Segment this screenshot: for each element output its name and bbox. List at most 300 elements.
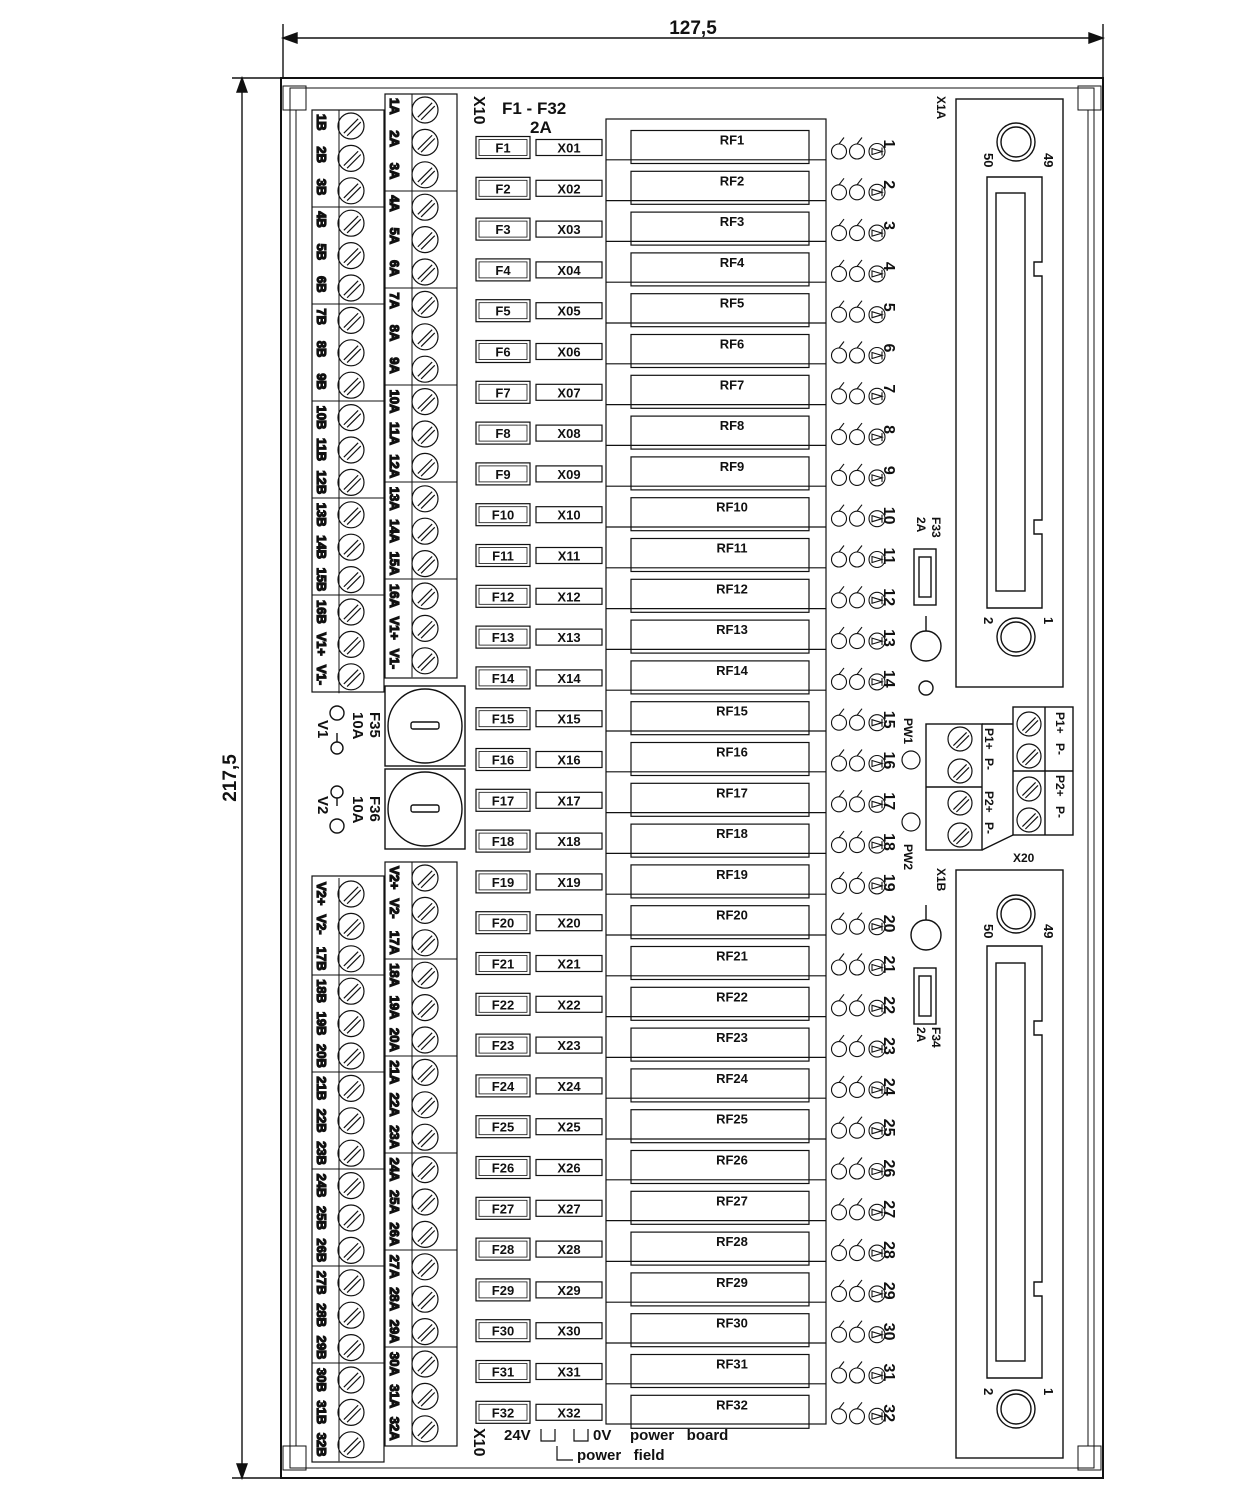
terminal-screw-4b-1[interactable] (338, 210, 364, 236)
channel-row (476, 1180, 897, 1225)
relay-rf13[interactable] (606, 609, 826, 654)
relay-rf21[interactable] (606, 935, 826, 980)
fuse-label: F11 (492, 548, 514, 564)
power-inner-screw-1[interactable] (948, 727, 972, 751)
connector-x10-top-label: X10 (470, 96, 487, 125)
terminal-screw-20b-3[interactable] (338, 1043, 364, 1069)
fuse-f30[interactable] (476, 1320, 530, 1342)
fuse-label: F23 (491, 1038, 515, 1054)
channel-indicators (832, 382, 886, 404)
fuse-f18[interactable] (476, 830, 530, 852)
terminal-label-2-0: V2+ (387, 866, 402, 890)
fuse-label: F4 (495, 262, 511, 278)
relay-label: RF5 (719, 295, 745, 311)
terminal-screw-2b-1[interactable] (338, 145, 364, 171)
output-marker-x19 (536, 874, 602, 890)
fuse-label: F2 (495, 181, 511, 197)
terminal-label-0-7: 8A (387, 324, 402, 342)
terminal-screw-9b-1[interactable] (338, 372, 364, 398)
relay-label: RF6 (719, 336, 745, 352)
channel-number: 23 (880, 1037, 897, 1055)
fuse-f32[interactable] (476, 1401, 530, 1423)
terminal-label-2-12: 27A (387, 1254, 402, 1279)
output-label: X29 (557, 1282, 581, 1298)
terminal-screw-8a-0[interactable] (412, 324, 438, 350)
channel-number: 8 (880, 425, 897, 435)
connector-x1a-pin-2: 2 (981, 617, 996, 625)
terminal-screw-24b-3[interactable] (338, 1173, 364, 1199)
channel-indicators (832, 1117, 886, 1139)
power-outer-screw-1[interactable] (1017, 712, 1041, 736)
fuse-f5[interactable] (476, 300, 530, 322)
output-label: X06 (557, 344, 581, 360)
relay-rf6[interactable] (606, 323, 826, 368)
terminal-screw-13b-1[interactable] (338, 502, 364, 528)
terminal-screw-4a-0[interactable] (412, 194, 438, 220)
led-v1-label: V1 (314, 720, 331, 739)
channel-number: 21 (880, 955, 897, 974)
channel-indicators (832, 423, 886, 445)
terminal-screw-19b-3[interactable] (338, 1011, 364, 1037)
terminal-screw-v1minus-1[interactable] (338, 664, 364, 690)
terminal-screw-25b-3[interactable] (338, 1205, 364, 1231)
terminal-label-0-17: V1- (387, 648, 402, 670)
terminal-screw-6b-1[interactable] (338, 275, 364, 301)
relay-rf11[interactable] (606, 527, 826, 572)
relay-rf28[interactable] (606, 1221, 826, 1266)
channel-number: 2 (880, 180, 897, 190)
terminal-screw-v1plus-0[interactable] (412, 615, 438, 641)
channel-row (476, 364, 897, 409)
relay-label: RF18 (716, 826, 748, 842)
channel-number: 10 (880, 506, 897, 525)
fuse-f14[interactable] (476, 667, 530, 689)
channel-row (476, 486, 897, 531)
fuse-f25[interactable] (476, 1116, 530, 1138)
fuse-label: F26 (491, 1160, 515, 1176)
fuse-f26[interactable] (476, 1157, 530, 1179)
relay-label: RF31 (716, 1356, 748, 1372)
terminal-label-1-12: 13B (314, 502, 329, 527)
channel-number: 31 (880, 1363, 897, 1382)
terminal-screw-2a-0[interactable] (412, 129, 438, 155)
power-outer-screw-4[interactable] (1017, 808, 1041, 832)
terminal-screw-22b-3[interactable] (338, 1108, 364, 1134)
relay-rf16[interactable] (606, 731, 826, 776)
terminal-screw-32a-2[interactable] (412, 1416, 438, 1442)
fuse-f24[interactable] (476, 1075, 530, 1097)
terminal-label-3-7: 22B (314, 1108, 329, 1133)
output-marker-x14 (536, 670, 602, 686)
power-outer-label-1: P1+ (1053, 712, 1067, 734)
fuse-f10[interactable] (476, 504, 530, 526)
terminal-label-0-6: 7A (387, 292, 402, 310)
relay-rf22[interactable] (606, 976, 826, 1021)
relay-rf23[interactable] (606, 1017, 826, 1062)
terminal-screw-14b-1[interactable] (338, 534, 364, 560)
terminal-screw-22a-2[interactable] (412, 1092, 438, 1118)
relay-rf20[interactable] (606, 894, 826, 939)
relay-rf32[interactable] (606, 1384, 826, 1429)
terminal-screw-v1minus-0[interactable] (412, 648, 438, 674)
power-outer-label-2: P- (1053, 743, 1067, 755)
channel-indicators (832, 1362, 886, 1384)
terminal-screw-16a-0[interactable] (412, 583, 438, 609)
relay-rf26[interactable] (606, 1139, 826, 1184)
terminal-screw-21b-3[interactable] (338, 1075, 364, 1101)
connector-x1b-pin-2: 2 (981, 1388, 996, 1396)
fuse-f4[interactable] (476, 259, 530, 281)
channel-number: 13 (880, 629, 897, 647)
fuse-f1[interactable] (476, 137, 530, 159)
fuse-f20[interactable] (476, 912, 530, 934)
terminal-screw-30a-2[interactable] (412, 1351, 438, 1377)
terminal-screw-27a-2[interactable] (412, 1254, 438, 1280)
output-marker-x10 (536, 507, 602, 523)
channel-row (476, 1098, 897, 1143)
terminal-screw-18b-3[interactable] (338, 978, 364, 1004)
relay-rf7[interactable] (606, 364, 826, 409)
terminal-screw-23a-2[interactable] (412, 1124, 438, 1150)
legend-power-field: power field (577, 1447, 665, 1464)
terminal-screw-8b-1[interactable] (338, 340, 364, 366)
terminal-screw-6a-0[interactable] (412, 259, 438, 285)
terminal-label-2-15: 30A (387, 1352, 402, 1376)
output-marker-x05 (536, 303, 602, 319)
relay-label: RF28 (716, 1234, 748, 1250)
relay-rf14[interactable] (606, 649, 826, 694)
power-outer-screw-2[interactable] (1017, 744, 1041, 768)
connector-x1b-pin-1: 1 (1041, 1388, 1056, 1396)
power-block-x20-label: X20 (1013, 851, 1035, 865)
power-terminal-block[interactable] (926, 707, 1073, 850)
terminal-label-2-6: 21A (387, 1060, 402, 1085)
fuse-f9[interactable] (476, 463, 530, 485)
fuse-f19[interactable] (476, 871, 530, 893)
channel-indicators (832, 260, 886, 282)
terminal-label-0-15: 16A (387, 584, 402, 608)
relay-label: RF21 (716, 948, 748, 964)
terminal-screw-14a-0[interactable] (412, 518, 438, 544)
fuse-label: F27 (491, 1201, 515, 1217)
pw-leds (902, 751, 920, 831)
relay-rf3[interactable] (606, 201, 826, 246)
fuse-f6[interactable] (476, 341, 530, 363)
terminal-screw-18a-2[interactable] (412, 962, 438, 988)
power-inner-label-3: P2+ (982, 791, 996, 813)
terminal-label-3-8: 23B (314, 1141, 329, 1166)
terminal-label-3-10: 25B (314, 1206, 329, 1230)
channel-number: 29 (880, 1281, 897, 1300)
fuse-label: F1 (495, 140, 511, 156)
channel-row (476, 241, 897, 286)
terminal-screw-v2plus-2[interactable] (412, 865, 438, 891)
channel-row (476, 323, 897, 368)
terminal-screw-24a-2[interactable] (412, 1157, 438, 1183)
connector-x1b-label: X1B (934, 868, 948, 892)
terminal-label-2-14: 29A (387, 1319, 402, 1344)
channel-row (476, 160, 897, 205)
fuse-f31[interactable] (476, 1361, 530, 1383)
terminal-screw-16b-1[interactable] (338, 599, 364, 625)
terminal-screw-11a-0[interactable] (412, 421, 438, 447)
terminal-screw-25a-2[interactable] (412, 1189, 438, 1215)
channel-number: 1 (880, 139, 897, 149)
terminal-screw-5b-1[interactable] (338, 243, 364, 269)
terminal-screw-29a-2[interactable] (412, 1319, 438, 1345)
fuse-label: F25 (491, 1119, 515, 1135)
fuse-f2[interactable] (476, 177, 530, 199)
terminal-screw-7a-0[interactable] (412, 291, 438, 317)
terminal-screw-23b-3[interactable] (338, 1140, 364, 1166)
terminal-screw-19a-2[interactable] (412, 995, 438, 1021)
relay-rf8[interactable] (606, 405, 826, 450)
terminal-screw-7b-1[interactable] (338, 307, 364, 333)
output-marker-x02 (536, 180, 602, 196)
terminal-label-1-3: 4B (314, 211, 329, 228)
fuse-label: F29 (491, 1282, 515, 1298)
output-label: X23 (557, 1038, 581, 1054)
channel-number: 9 (880, 465, 897, 475)
relay-rf2[interactable] (606, 160, 826, 205)
terminal-label-1-9: 10B (314, 405, 329, 430)
terminal-label-2-4: 19A (387, 995, 402, 1020)
output-marker-x22 (536, 996, 602, 1012)
channel-number: 4 (880, 261, 897, 271)
terminal-label-3-9: 24B (314, 1173, 329, 1198)
terminal-screw-32b-3[interactable] (338, 1432, 364, 1458)
relay-rf27[interactable] (606, 1180, 826, 1225)
output-marker-x21 (536, 956, 602, 972)
terminal-screw-10a-0[interactable] (412, 389, 438, 415)
relay-rf9[interactable] (606, 445, 826, 490)
fuse-label: F14 (491, 670, 515, 686)
terminal-label-2-16: 31A (387, 1384, 402, 1409)
terminal-label-0-2: 3A (387, 162, 402, 180)
output-marker-x17 (536, 792, 602, 808)
relay-label: RF3 (719, 214, 745, 230)
output-marker-x07 (536, 384, 602, 400)
terminal-screw-12b-1[interactable] (338, 469, 364, 495)
terminal-screw-21a-2[interactable] (412, 1059, 438, 1085)
power-inner-screw-2[interactable] (948, 759, 972, 783)
channel-indicators (832, 994, 886, 1016)
connector-x1b[interactable] (956, 870, 1063, 1458)
terminal-screw-15b-1[interactable] (338, 567, 364, 593)
power-inner-screw-4[interactable] (948, 823, 972, 847)
channel-indicators (832, 1280, 886, 1302)
channel-row (476, 568, 897, 613)
fuse-f27[interactable] (476, 1197, 530, 1219)
fuse-label: F7 (495, 385, 511, 401)
output-marker-x23 (536, 1037, 602, 1053)
terminal-screw-28b-3[interactable] (338, 1302, 364, 1328)
terminal-screw-11b-1[interactable] (338, 437, 364, 463)
fuse-label: F3 (495, 222, 511, 238)
channel-number: 20 (880, 914, 897, 933)
connector-x1a[interactable] (956, 99, 1063, 687)
legend-24v: 24V (504, 1427, 531, 1444)
output-label: X21 (557, 956, 581, 972)
output-label: X16 (557, 752, 581, 768)
fuse-f22[interactable] (476, 993, 530, 1015)
output-marker-x12 (536, 588, 602, 604)
terminal-label-0-13: 14A (387, 519, 402, 544)
relay-rf30[interactable] (606, 1302, 826, 1347)
fuse-f28[interactable] (476, 1238, 530, 1260)
relay-rf15[interactable] (606, 690, 826, 735)
channel-indicators (832, 1035, 886, 1057)
fuse-f35-label: F35 (366, 712, 383, 738)
channel-indicators (832, 1402, 886, 1424)
fuse-f16[interactable] (476, 749, 530, 771)
power-inner-screw-3[interactable] (948, 791, 972, 815)
channel-number: 26 (880, 1159, 897, 1178)
connector-x1a-label: X1A (934, 96, 948, 120)
terminal-label-1-6: 7B (314, 308, 329, 326)
channel-row (476, 1017, 897, 1062)
fuse-f8[interactable] (476, 422, 530, 444)
terminal-screw-3b-1[interactable] (338, 178, 364, 204)
output-label: X05 (557, 303, 581, 319)
channel-indicators (832, 464, 886, 486)
terminal-screw-15a-0[interactable] (412, 551, 438, 577)
fuse-range-label: F1 - F32 (502, 99, 567, 118)
relay-label: RF9 (719, 458, 745, 474)
relay-rf1[interactable] (631, 131, 809, 164)
channel-number: 7 (880, 384, 897, 394)
fuse-f29[interactable] (476, 1279, 530, 1301)
terminal-screw-12a-0[interactable] (412, 453, 438, 479)
terminal-screw-30b-3[interactable] (338, 1367, 364, 1393)
relay-label: RF12 (716, 581, 748, 597)
channel-indicators (832, 831, 886, 853)
terminal-screw-v1plus-1[interactable] (338, 631, 364, 657)
fuse-f23[interactable] (476, 1034, 530, 1056)
fuse-f21[interactable] (476, 953, 530, 975)
terminal-label-0-5: 6A (387, 260, 402, 277)
relay-rf12[interactable] (606, 568, 826, 613)
channel-indicators (832, 913, 886, 935)
terminal-screw-31b-3[interactable] (338, 1399, 364, 1425)
terminal-label-1-2: 3B (314, 178, 329, 196)
relay-label: RF17 (716, 785, 748, 801)
relay-rf4[interactable] (606, 241, 826, 286)
channel-number: 27 (880, 1200, 897, 1219)
terminal-screw-17a-2[interactable] (412, 930, 438, 956)
fuse-label: F24 (491, 1078, 515, 1094)
fuse-f34[interactable] (911, 905, 941, 1024)
relay-label: RF32 (716, 1397, 748, 1413)
relay-rf18[interactable] (606, 813, 826, 858)
terminal-label-0-4: 5A (387, 227, 402, 245)
output-label: X24 (557, 1078, 581, 1094)
terminal-screw-9a-0[interactable] (412, 356, 438, 382)
channel-row (476, 649, 897, 694)
terminal-screw-10b-1[interactable] (338, 405, 364, 431)
channel-indicators (832, 219, 886, 241)
relay-rf17[interactable] (606, 772, 826, 817)
terminal-label-3-1: V2- (314, 914, 329, 935)
fuse-f36-label: F36 (366, 796, 383, 822)
terminal-screw-17b-3[interactable] (338, 946, 364, 972)
channel-number: 28 (880, 1241, 897, 1259)
output-marker-x29 (536, 1282, 602, 1298)
fuse-label: F12 (491, 589, 515, 605)
output-label: X20 (557, 915, 581, 931)
fuse-f17[interactable] (476, 789, 530, 811)
legend-bracket-field (557, 1446, 573, 1460)
terminal-screw-29b-3[interactable] (338, 1335, 364, 1361)
fuse-label: F8 (495, 426, 511, 442)
terminal-screw-5a-0[interactable] (412, 227, 438, 253)
terminal-screw-26a-2[interactable] (412, 1221, 438, 1247)
relay-rf25[interactable] (606, 1098, 826, 1143)
channel-row (476, 853, 897, 898)
fuse-f35-rating: 10A (349, 712, 366, 740)
connector-x1b-pin-50: 50 (981, 924, 996, 939)
terminal-screw-v2minus-2[interactable] (412, 897, 438, 923)
terminal-label-3-17: 32B (314, 1432, 329, 1457)
terminal-screw-1a-0[interactable] (412, 97, 438, 123)
terminal-screw-26b-3[interactable] (338, 1237, 364, 1263)
fuse-f12[interactable] (476, 585, 530, 607)
channel-number: 14 (880, 669, 897, 688)
relay-rf10[interactable] (606, 486, 826, 531)
terminal-screw-31a-2[interactable] (412, 1383, 438, 1409)
terminal-label-2-7: 22A (387, 1092, 402, 1117)
fuse-f7[interactable] (476, 381, 530, 403)
fuse-f15[interactable] (476, 708, 530, 730)
power-outer-screw-3[interactable] (1017, 777, 1041, 801)
output-marker-x31 (536, 1364, 602, 1380)
output-label: X10 (557, 507, 581, 523)
terminal-screw-v2plus-3[interactable] (338, 881, 364, 907)
terminal-screw-20a-2[interactable] (412, 1027, 438, 1053)
terminal-screw-1b-1[interactable] (338, 113, 364, 139)
fuse-f33[interactable] (911, 549, 941, 695)
fuse-f13[interactable] (476, 626, 530, 648)
terminal-screw-v2minus-3[interactable] (338, 913, 364, 939)
output-marker-x20 (536, 915, 602, 931)
power-inner-label-2: P- (982, 758, 996, 770)
relay-rf24[interactable] (606, 1057, 826, 1102)
channel-number: 32 (880, 1404, 897, 1423)
legend-power-board: power board (630, 1427, 729, 1444)
terminal-label-3-3: 18B (314, 979, 329, 1004)
output-label: X14 (557, 670, 581, 686)
output-label: X32 (557, 1405, 581, 1421)
terminal-screw-3a-0[interactable] (412, 162, 438, 188)
output-marker-x25 (536, 1119, 602, 1135)
relay-rf19[interactable] (606, 853, 826, 898)
relay-rf31[interactable] (606, 1343, 826, 1388)
relay-label: RF30 (716, 1315, 748, 1331)
relay-rf5[interactable] (606, 282, 826, 327)
terminal-label-1-8: 9B (314, 373, 329, 390)
terminal-screw-27b-3[interactable] (338, 1270, 364, 1296)
fuse-f11[interactable] (476, 545, 530, 567)
terminal-label-2-10: 25A (387, 1190, 402, 1214)
channel-row (476, 201, 897, 246)
fuse-f3[interactable] (476, 218, 530, 240)
output-label: X26 (557, 1160, 581, 1176)
fuse-label: F30 (491, 1323, 515, 1339)
output-marker-x30 (536, 1323, 602, 1339)
terminal-screw-13a-0[interactable] (412, 486, 438, 512)
terminal-screw-28a-2[interactable] (412, 1286, 438, 1312)
relay-rf29[interactable] (606, 1261, 826, 1306)
